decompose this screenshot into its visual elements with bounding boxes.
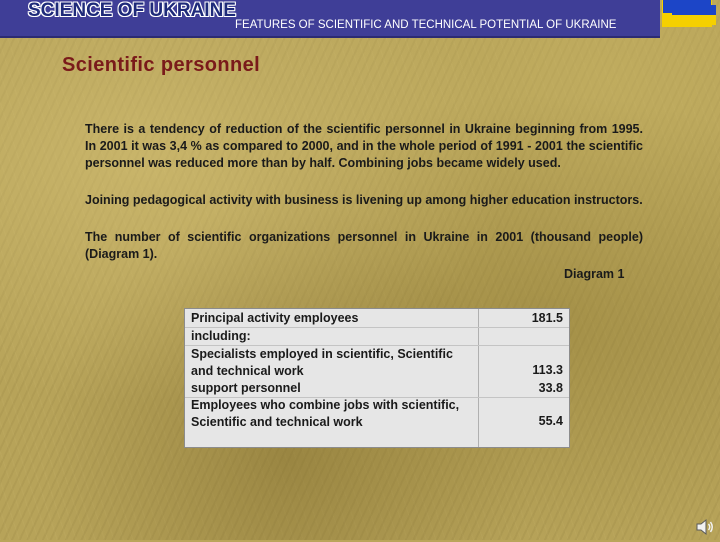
header-subtitle: FEATURES OF SCIENTIFIC AND TECHNICAL POTENTIAL OF UKRAINE xyxy=(235,19,617,31)
row-label: including: xyxy=(191,329,251,343)
table-row xyxy=(185,380,569,397)
paragraph-1: There is a tendency of reduction of the scientific personnel in Ukraine beginning from 1995. In 2001 it was 3,4 % as compared to 2000, and in the whole period of 1991 - 2001 the scientific personnel was reduced more than by half. Combining jobs became widely used. xyxy=(85,122,643,170)
table-row xyxy=(185,310,569,327)
data-table xyxy=(184,308,570,448)
row-value: 55.4 xyxy=(538,414,563,428)
row-label: Principal activity employees xyxy=(191,311,359,325)
row-value: 113.3 xyxy=(532,363,563,377)
row-label: support personnel xyxy=(191,381,301,395)
row-label: Employees who combine jobs with scientific, Scientific and technical work xyxy=(191,398,460,429)
speaker-icon[interactable] xyxy=(695,517,715,537)
logo: SCIENCE OF UKRAINE xyxy=(28,0,236,21)
paragraph-3: The number of scientific organizations personnel in Ukraine in 2001 (thousand people) (Diagram 1). xyxy=(85,230,643,261)
table-row xyxy=(185,397,569,447)
page-title: Scientific personnel xyxy=(62,54,261,76)
paragraph-2: Joining pedagogical activity with business is livening up among higher education instructors. xyxy=(85,193,643,207)
table-row xyxy=(185,328,569,345)
row-label: Specialists employed in scientific, Scientific and technical work xyxy=(191,347,453,378)
header-bar xyxy=(0,0,660,38)
diagram-label: Diagram 1 xyxy=(564,267,625,281)
table-row xyxy=(185,346,569,380)
row-value: 33.8 xyxy=(538,381,563,395)
ukraine-flag-icon xyxy=(672,5,716,25)
row-value: 181.5 xyxy=(531,311,563,325)
